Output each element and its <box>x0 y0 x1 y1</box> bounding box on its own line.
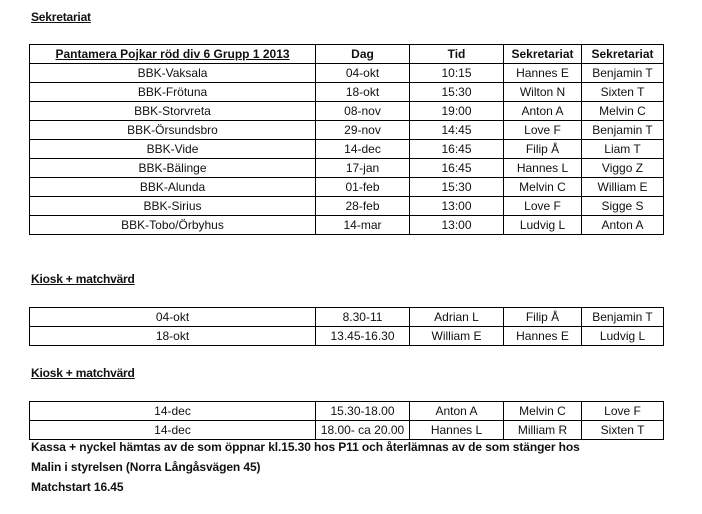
time-cell: 16:45 <box>410 140 504 159</box>
secretary-cell: Viggo Z <box>582 159 664 178</box>
time-cell: 13:00 <box>410 216 504 235</box>
note-line-address: Malin i styrelsen (Norra Långåsvägen 45) <box>31 460 261 474</box>
table-row <box>30 64 664 83</box>
column-header-match: Pantamera Pojkar röd div 6 Grupp 1 2013 <box>30 45 316 64</box>
table-row <box>30 308 664 327</box>
person-cell: Hannes L <box>410 421 504 440</box>
column-header-time: Tid <box>410 45 504 64</box>
secretary-cell: Hannes E <box>504 64 582 83</box>
person-cell: Filip Å <box>504 308 582 327</box>
table-row <box>30 140 664 159</box>
secretary-cell: Love F <box>504 197 582 216</box>
time-cell: 16:45 <box>410 159 504 178</box>
person-cell: Sixten T <box>582 421 664 440</box>
table-row <box>30 216 664 235</box>
kiosk-table-1 <box>29 307 664 346</box>
day-cell: 18-okt <box>316 83 410 102</box>
table-row <box>30 327 664 346</box>
date-cell: 04-okt <box>30 308 316 327</box>
column-header-secretary-1: Sekretariat <box>504 45 582 64</box>
secretary-cell: Melvin C <box>582 102 664 121</box>
date-cell: 18-okt <box>30 327 316 346</box>
column-header-day: Dag <box>316 45 410 64</box>
day-cell: 28-feb <box>316 197 410 216</box>
table-row <box>30 159 664 178</box>
secretary-cell: Sigge S <box>582 197 664 216</box>
secretary-cell: William E <box>582 178 664 197</box>
person-cell: Anton A <box>410 402 504 421</box>
person-cell: Love F <box>582 402 664 421</box>
day-cell: 29-nov <box>316 121 410 140</box>
day-cell: 08-nov <box>316 102 410 121</box>
date-cell: 14-dec <box>30 421 316 440</box>
section-heading-kiosk-2: Kiosk + matchvärd <box>31 366 135 380</box>
time-cell: 14:45 <box>410 121 504 140</box>
note-line-key-pickup: Kassa + nyckel hämtas av de som öppnar kl.15.30 hos P11 och återlämnas av de som stänger hos <box>31 440 580 454</box>
secretary-cell: Wilton N <box>504 83 582 102</box>
match-cell: BBK-Tobo/Örbyhus <box>30 216 316 235</box>
match-cell: BBK-Vide <box>30 140 316 159</box>
secretary-cell: Anton A <box>504 102 582 121</box>
table-row <box>30 83 664 102</box>
match-cell: BBK-Vaksala <box>30 64 316 83</box>
table-row <box>30 402 664 421</box>
person-cell: Hannes E <box>504 327 582 346</box>
day-cell: 14-dec <box>316 140 410 159</box>
secretary-cell: Hannes L <box>504 159 582 178</box>
time-cell: 15:30 <box>410 178 504 197</box>
match-cell: BBK-Örsundsbro <box>30 121 316 140</box>
person-cell: Ludvig L <box>582 327 664 346</box>
secretary-cell: Love F <box>504 121 582 140</box>
secretary-cell: Anton A <box>582 216 664 235</box>
person-cell: Melvin C <box>504 402 582 421</box>
match-cell: BBK-Frötuna <box>30 83 316 102</box>
date-cell: 14-dec <box>30 402 316 421</box>
time-cell: 13:00 <box>410 197 504 216</box>
secretary-cell: Filip Å <box>504 140 582 159</box>
sekretariat-table <box>29 44 664 235</box>
column-header-secretary-2: Sekretariat <box>582 45 664 64</box>
time-cell: 15.30-18.00 <box>316 402 410 421</box>
person-cell: William E <box>410 327 504 346</box>
person-cell: Milliam R <box>504 421 582 440</box>
match-cell: BBK-Alunda <box>30 178 316 197</box>
secretary-cell: Ludvig L <box>504 216 582 235</box>
table-row <box>30 178 664 197</box>
secretary-cell: Sixten T <box>582 83 664 102</box>
day-cell: 01-feb <box>316 178 410 197</box>
time-cell: 19:00 <box>410 102 504 121</box>
table-row <box>30 102 664 121</box>
person-cell: Adrian L <box>410 308 504 327</box>
match-cell: BBK-Bälinge <box>30 159 316 178</box>
note-line-match-start: Matchstart 16.45 <box>31 480 124 494</box>
time-cell: 13.45-16.30 <box>316 327 410 346</box>
day-cell: 14-mar <box>316 216 410 235</box>
secretary-cell: Melvin C <box>504 178 582 197</box>
secretary-cell: Benjamin T <box>582 64 664 83</box>
table-header-row <box>30 45 664 64</box>
time-cell: 8.30-11 <box>316 308 410 327</box>
section-heading-sekretariat: Sekretariat <box>31 10 91 24</box>
secretary-cell: Benjamin T <box>582 121 664 140</box>
person-cell: Benjamin T <box>582 308 664 327</box>
table-row <box>30 197 664 216</box>
kiosk-table-2 <box>29 401 664 440</box>
table-row <box>30 121 664 140</box>
table-row <box>30 421 664 440</box>
match-cell: BBK-Storvreta <box>30 102 316 121</box>
day-cell: 17-jan <box>316 159 410 178</box>
section-heading-kiosk-1: Kiosk + matchvärd <box>31 272 135 286</box>
time-cell: 15:30 <box>410 83 504 102</box>
match-cell: BBK-Sirius <box>30 197 316 216</box>
day-cell: 04-okt <box>316 64 410 83</box>
secretary-cell: Liam T <box>582 140 664 159</box>
time-cell: 18.00- ca 20.00 <box>316 421 410 440</box>
time-cell: 10:15 <box>410 64 504 83</box>
